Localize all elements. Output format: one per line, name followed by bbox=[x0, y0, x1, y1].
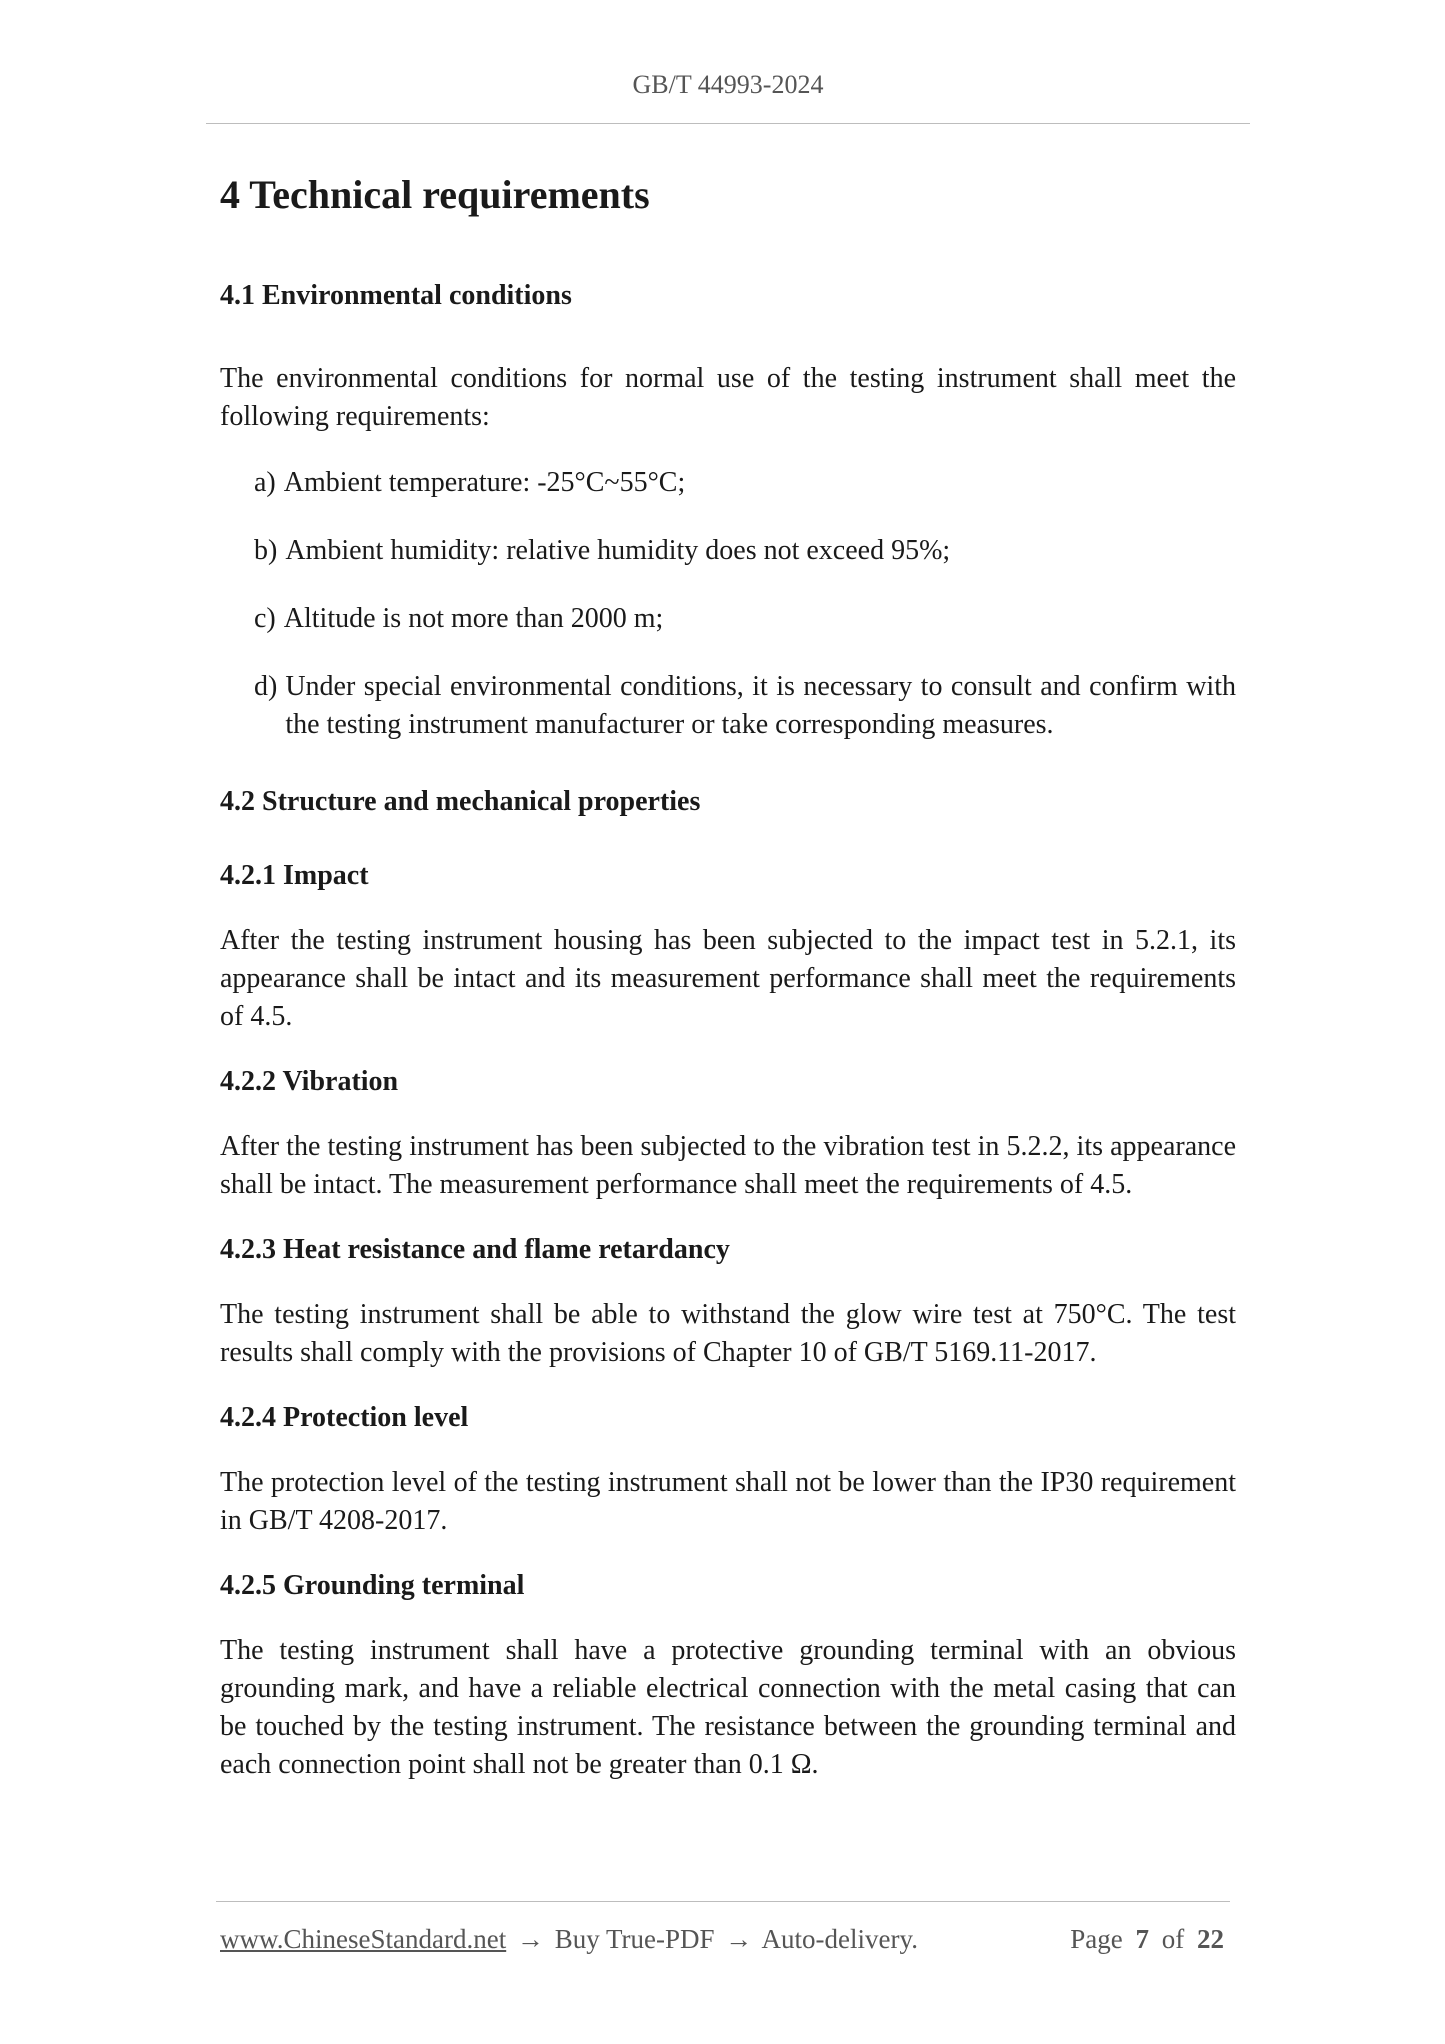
heading-4-2-1: 4.2.1 Impact bbox=[220, 860, 369, 891]
paragraph-4-2-1: After the testing instrument housing has been subjected to the impact test in 5.2.1, its appearance shall be intact and its measurement performance shall meet the requirements of 4.5. bbox=[220, 925, 1236, 1032]
list-item bbox=[254, 600, 1236, 638]
arrow-right-icon: → bbox=[725, 1924, 753, 1954]
of-label: of bbox=[1161, 1924, 1185, 1954]
section-title: 4 Technical requirements bbox=[220, 172, 650, 217]
paragraph-4-1-intro: The environmental conditions for normal use of the testing instrument shall meet the following requirements: bbox=[220, 363, 1236, 432]
paragraph-4-2-5: The testing instrument shall have a protective grounding terminal with an obvious grounding mark, and have a reliable electrical connection with the metal casing that can be touched by the testing instrument. The resistance between the grounding terminal and each connection point shall not be greater than 0.1 Ω. bbox=[220, 1635, 1236, 1780]
page-total: 22 bbox=[1197, 1924, 1224, 1954]
running-header: GB/T 44993-2024 bbox=[632, 70, 824, 99]
list-item bbox=[254, 668, 1236, 744]
buy-pdf-text: Buy True-PDF bbox=[554, 1924, 715, 1954]
requirements-list bbox=[254, 464, 1236, 744]
page-label: Page bbox=[1070, 1924, 1123, 1954]
paragraph-4-2-4: The protection level of the testing instrument shall not be lower than the IP30 requirement in GB/T 4208-2017. bbox=[220, 1467, 1236, 1536]
footer-divider bbox=[216, 1901, 1230, 1902]
list-item-text: Altitude is not more than 2000 m; bbox=[283, 603, 664, 634]
list-marker: a) bbox=[254, 467, 276, 498]
header-divider bbox=[206, 123, 1250, 124]
list-marker: c) bbox=[254, 603, 276, 634]
list-marker: d) bbox=[254, 671, 278, 702]
heading-4-2-3: 4.2.3 Heat resistance and flame retardancy bbox=[220, 1234, 730, 1265]
list-item bbox=[254, 532, 1236, 570]
heading-4-2: 4.2 Structure and mechanical properties bbox=[220, 786, 701, 817]
paragraph-4-2-3: The testing instrument shall be able to withstand the glow wire test at 750°C. The test results shall comply with the provisions of Chapter 10 of GB/T 5169.11-2017. bbox=[220, 1299, 1236, 1368]
heading-4-2-2: 4.2.2 Vibration bbox=[220, 1066, 399, 1097]
website-link[interactable]: www.ChineseStandard.net bbox=[220, 1924, 507, 1954]
list-item-text: Under special environmental conditions, it is necessary to consult and confirm with the testing instrument manufacturer or take corresponding measures. bbox=[285, 671, 1236, 740]
list-marker: b) bbox=[254, 535, 278, 566]
heading-4-1: 4.1 Environmental conditions bbox=[220, 280, 572, 311]
delivery-text: Auto-delivery. bbox=[761, 1924, 918, 1954]
list-item-text: Ambient humidity: relative humidity does not exceed 95%; bbox=[285, 535, 951, 566]
list-item-text: Ambient temperature: -25°C~55°C; bbox=[283, 467, 686, 498]
arrow-right-icon: → bbox=[516, 1924, 544, 1954]
page-current: 7 bbox=[1135, 1924, 1149, 1954]
page-footer bbox=[220, 1924, 1230, 1955]
paragraph-4-2-2: After the testing instrument has been subjected to the vibration test in 5.2.2, its appearance shall be intact. The measurement performance shall meet the requirements of 4.5. bbox=[220, 1131, 1236, 1200]
page-number bbox=[1070, 1924, 1230, 1955]
footer-promo bbox=[220, 1924, 918, 1955]
page-content bbox=[220, 168, 1236, 1812]
heading-4-2-4: 4.2.4 Protection level bbox=[220, 1402, 469, 1433]
heading-4-2-5: 4.2.5 Grounding terminal bbox=[220, 1570, 525, 1601]
list-item bbox=[254, 464, 1236, 502]
